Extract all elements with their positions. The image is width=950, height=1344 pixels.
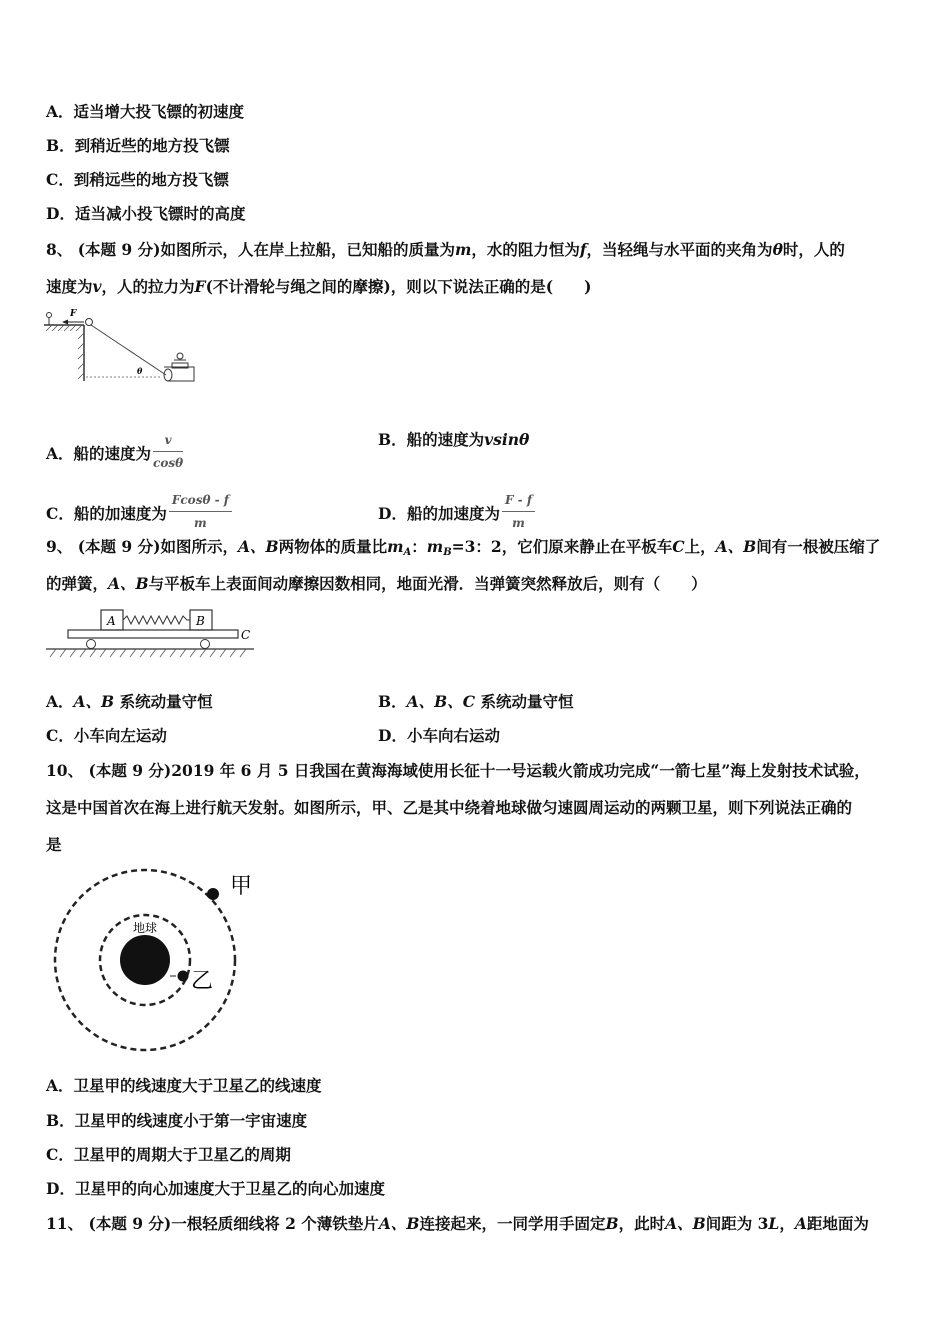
q7-option-a: A．适当增大投飞镖的初速度 bbox=[46, 102, 245, 121]
q9-cart-label: C bbox=[241, 628, 251, 642]
q8-option-a: A．船的速度为 $\frac{v}{\cos\theta}$ bbox=[46, 430, 183, 473]
q10-stem-line2: 这是中国首次在海上进行航天发射。如图所示，甲、乙是其中绕着地球做匀速圆周运动的两颗卫星，则下列说法正确的 bbox=[46, 798, 853, 817]
q7-option-b: B．到稍近些的地方投飞镖 bbox=[46, 136, 230, 155]
q10-option-a: A．卫星甲的线速度大于卫星乙的线速度 bbox=[46, 1076, 322, 1095]
q9-option-d: D．小车向右运动 bbox=[378, 726, 500, 745]
q10-earth-label: 地球 bbox=[133, 921, 158, 935]
q9-stem-line2: 的弹簧，A、B与平板车上表面间动摩擦因数相同，地面光滑．当弹簧突然释放后，则有（ ） bbox=[46, 574, 707, 593]
q8-option-b: B．船的速度为vsinθ bbox=[378, 430, 530, 449]
q8-boat-figure bbox=[44, 305, 204, 385]
q8-force-label: F bbox=[70, 309, 77, 319]
q10-satellite-yi bbox=[178, 971, 189, 982]
q10-stem-line3: 是 bbox=[46, 835, 62, 854]
q9-block-b-label: B bbox=[196, 614, 205, 628]
q8-option-d: D．船的加速度为 $\frac{F - f}{m}$ bbox=[378, 490, 535, 533]
q8-stem-line2: 速度为v，人的拉力为F(不计滑轮与绳之间的摩擦)，则以下说法正确的是( ) bbox=[46, 277, 592, 296]
q8-option-c: C．船的加速度为 $\frac{Fcos\theta - f}{m}$ bbox=[46, 490, 232, 533]
q9-option-b: B．A、B、C 系统动量守恒 bbox=[378, 692, 574, 711]
q9-cart-figure bbox=[44, 606, 259, 662]
q10-orbit-figure bbox=[50, 866, 270, 1056]
q9-block-a-label: A bbox=[107, 614, 116, 628]
q10-option-c: C．卫星甲的周期大于卫星乙的周期 bbox=[46, 1145, 291, 1164]
q10-sat1-label: 甲 bbox=[230, 874, 253, 899]
q7-option-c: C．到稍远些的地方投飞镖 bbox=[46, 170, 229, 189]
q8-angle-label: θ bbox=[137, 366, 143, 376]
q10-sat2-label: 乙 bbox=[191, 969, 214, 994]
q9-option-a: A．A、B 系统动量守恒 bbox=[46, 692, 213, 711]
q10-option-b: B．卫星甲的线速度小于第一宇宙速度 bbox=[46, 1111, 308, 1130]
q7-option-d: D．适当减小投飞镖时的高度 bbox=[46, 204, 246, 223]
q9-stem-line1: 9、 (本题 9 分)如图所示，A、B两物体的质量比$m_A$：$m_B=3$：2，它们原来静止在平板车C上，A、B间有一根被压缩了 bbox=[46, 537, 881, 558]
q8-stem-line1: 8、 (本题 9 分)如图所示，人在岸上拉船，已知船的质量为m，水的阻力恒为f，当轻绳与水平面的夹角为θ时，人的 bbox=[46, 240, 845, 259]
q10-stem-line1: 10、 (本题 9 分)2019 年 6 月 5 日我国在黄海海域使用长征十一号运载火箭成功完成“一箭七星”海上发射技术试验， bbox=[46, 761, 870, 780]
q9-option-c: C．小车向左运动 bbox=[46, 726, 167, 745]
q10-option-d: D．卫星甲的向心加速度大于卫星乙的向心加速度 bbox=[46, 1179, 385, 1198]
q11-stem-line1: 11、 (本题 9 分)一根轻质细线将 2 个薄铁垫片A、B连接起来，一同学用手固定B，此时A、B间距为 3L，A距地面为 bbox=[46, 1214, 869, 1233]
q10-satellite-jia bbox=[207, 888, 219, 900]
